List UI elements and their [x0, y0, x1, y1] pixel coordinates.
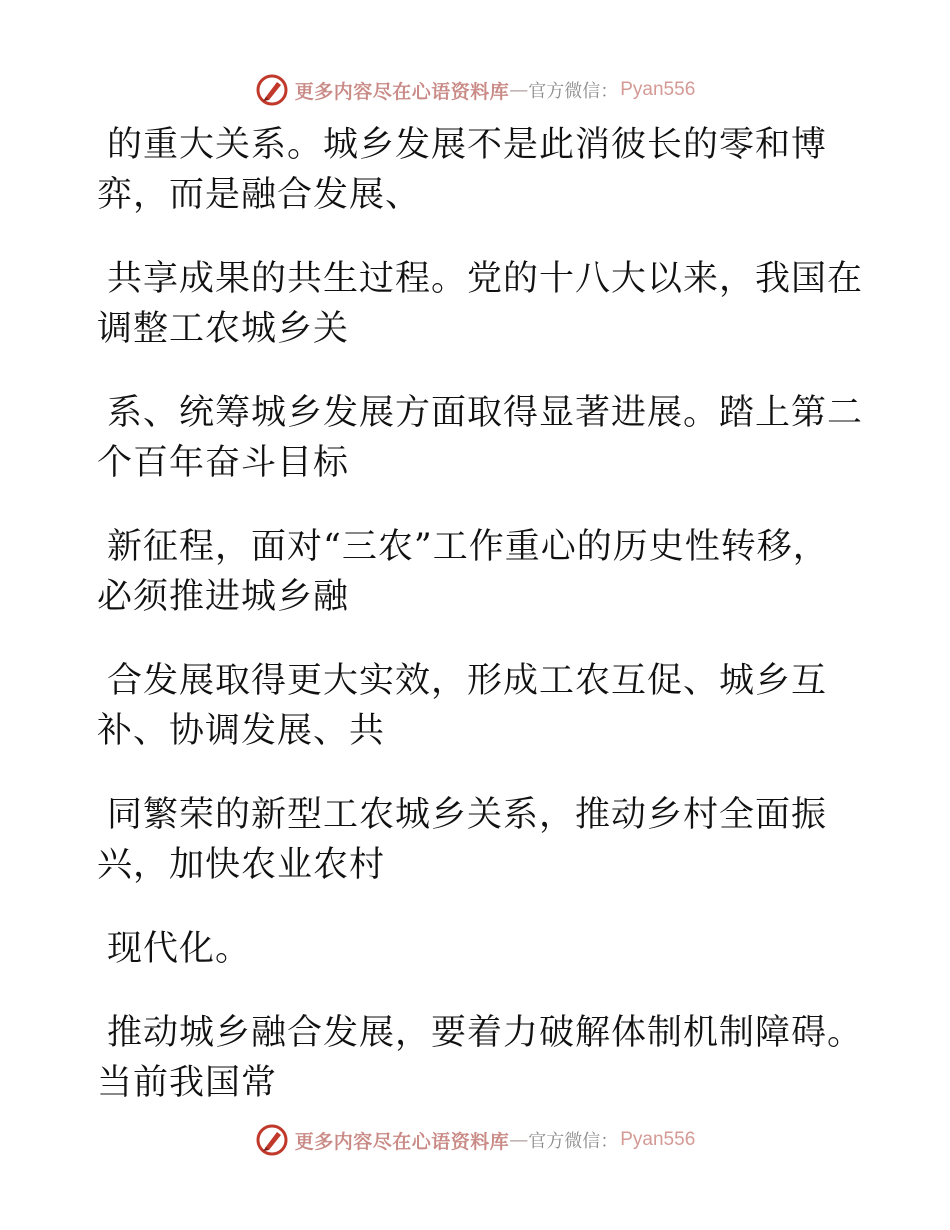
banner-separator: — [509, 1129, 529, 1151]
banner-contact-id: Pyan556 [620, 79, 696, 100]
pen-logo-icon [255, 1123, 289, 1157]
text-line: 补、协调发展、共 [97, 711, 386, 751]
text-line: 共享成果的共生过程。党的十八大以来，我国在 [107, 259, 864, 299]
document-body [97, 120, 864, 1108]
header-banner [0, 70, 950, 110]
text-line: 合发展取得更大实效，形成工农互促、城乡互 [107, 661, 828, 701]
text-line: 调整工农城乡关 [97, 309, 350, 349]
text-line: 当前我国常 [97, 1063, 278, 1103]
text-line: 兴，加快农业农村 [97, 845, 386, 885]
pen-logo-icon [255, 73, 289, 107]
text-line: 系、统筹城乡发展方面取得显著进展。踏上第二 [107, 393, 864, 433]
text-line: 的重大关系。城乡发展不是此消彼长的零和博 [107, 125, 828, 165]
banner-contact-label: 官方微信： [528, 81, 619, 102]
banner-separator: — [509, 79, 529, 101]
text-line: 同繁荣的新型工农城乡关系，推动乡村全面振 [107, 795, 828, 835]
banner-slogan: 更多内容尽在心语资料库 [294, 80, 510, 103]
text-line: 新征程，面对“三农”工作重心的历史性转移， [107, 527, 829, 567]
text-line: 个百年奋斗目标 [97, 443, 350, 483]
footer-banner [0, 1120, 950, 1160]
banner-contact-label: 官方微信： [528, 1131, 619, 1152]
banner-contact-id: Pyan556 [620, 1129, 696, 1150]
text-line: 弈，而是融合发展、 [97, 175, 422, 215]
text-line: 推动城乡融合发展，要着力破解体制机制障碍。 [107, 1013, 864, 1053]
banner-slogan: 更多内容尽在心语资料库 [294, 1130, 510, 1153]
text-line: 必须推进城乡融 [97, 577, 350, 617]
text-line: 现代化。 [107, 929, 252, 969]
